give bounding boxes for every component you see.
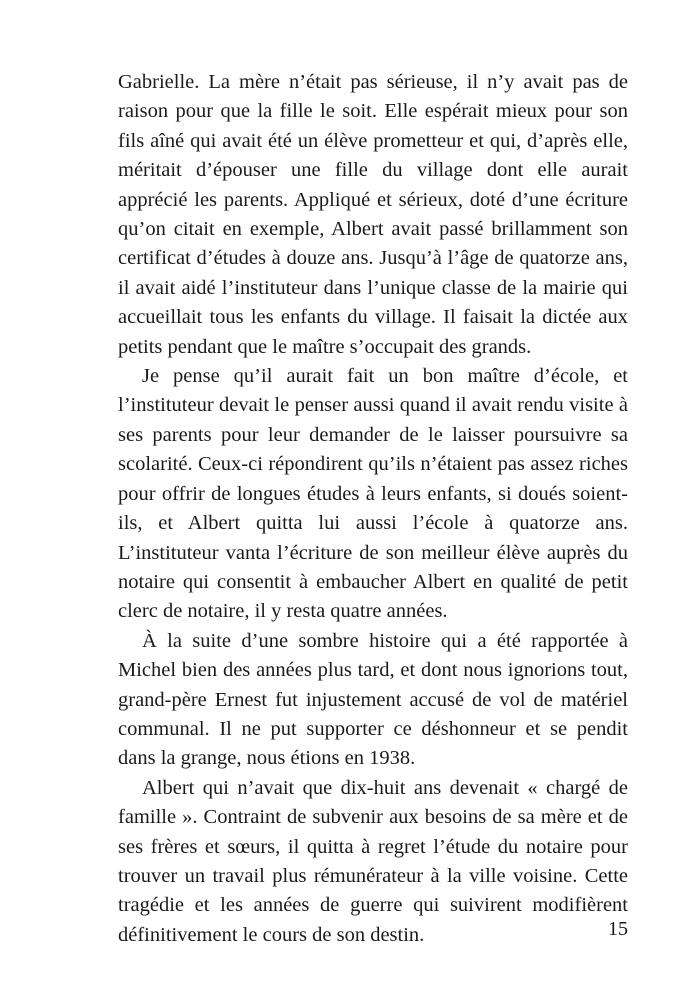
paragraph-3: À la suite d’une sombre histoire qui a été rapportée à Michel bien des années plus tard, et dont nous ignorions tout, grand-père Ernest fut injustement accusé de vol de matériel communal. Il ne put supporter ce déshonneur et se pendit dans la grange, nous étions en 1938. xyxy=(118,629,628,770)
page-body xyxy=(118,68,628,950)
paragraph-4: Albert qui n’avait que dix-huit ans devenait « chargé de famille ». Contraint de subvenir aux besoins de sa mère et de ses frères et sœurs, il quitta à regret l’étude du notaire pour trouver un travail plus rémunérateur à la ville voisine. Cette tragédie et les années de guerre qui suivirent modifièrent définitivement le cours de son destin. xyxy=(118,776,628,946)
paragraph-2: Je pense qu’il aurait fait un bon maître d’école, et l’instituteur devait le penser aussi quand il avait rendu visite à ses parents pour leur demander de le laisser poursuivre sa scolarité. Ceux-ci répondirent qu’ils n’étaient pas assez riches pour offrir de longues études à leurs enfants, si doués soient-ils, et Albert quitta lui aussi l’école à quatorze ans. L’instituteur vanta l’écriture de son meilleur élève auprès du notaire qui consentit à embaucher Albert en qualité de petit clerc de notaire, il y resta quatre années. xyxy=(118,365,628,623)
paragraph-1: Gabrielle. La mère n’était pas sérieuse, il n’y avait pas de raison pour que la fille le soit. Elle espérait mieux pour son fils aîné qui avait été un élève prometteur et qui, d’après elle, méritait d’épouser une fille du village dont elle aurait apprécié les parents. Appliqué et sérieux, doté d’une écriture qu’on citait en exemple, Albert avait passé brillamment son certificat d’études à douze ans. Jusqu’à l’âge de quatorze ans, il avait aidé l’instituteur dans l’unique classe de la mairie qui accueillait tous les enfants du village. Il faisait la dictée aux petits pendant que le maître s’occupait des grands. xyxy=(118,71,628,358)
page-number: 15 xyxy=(608,918,628,940)
